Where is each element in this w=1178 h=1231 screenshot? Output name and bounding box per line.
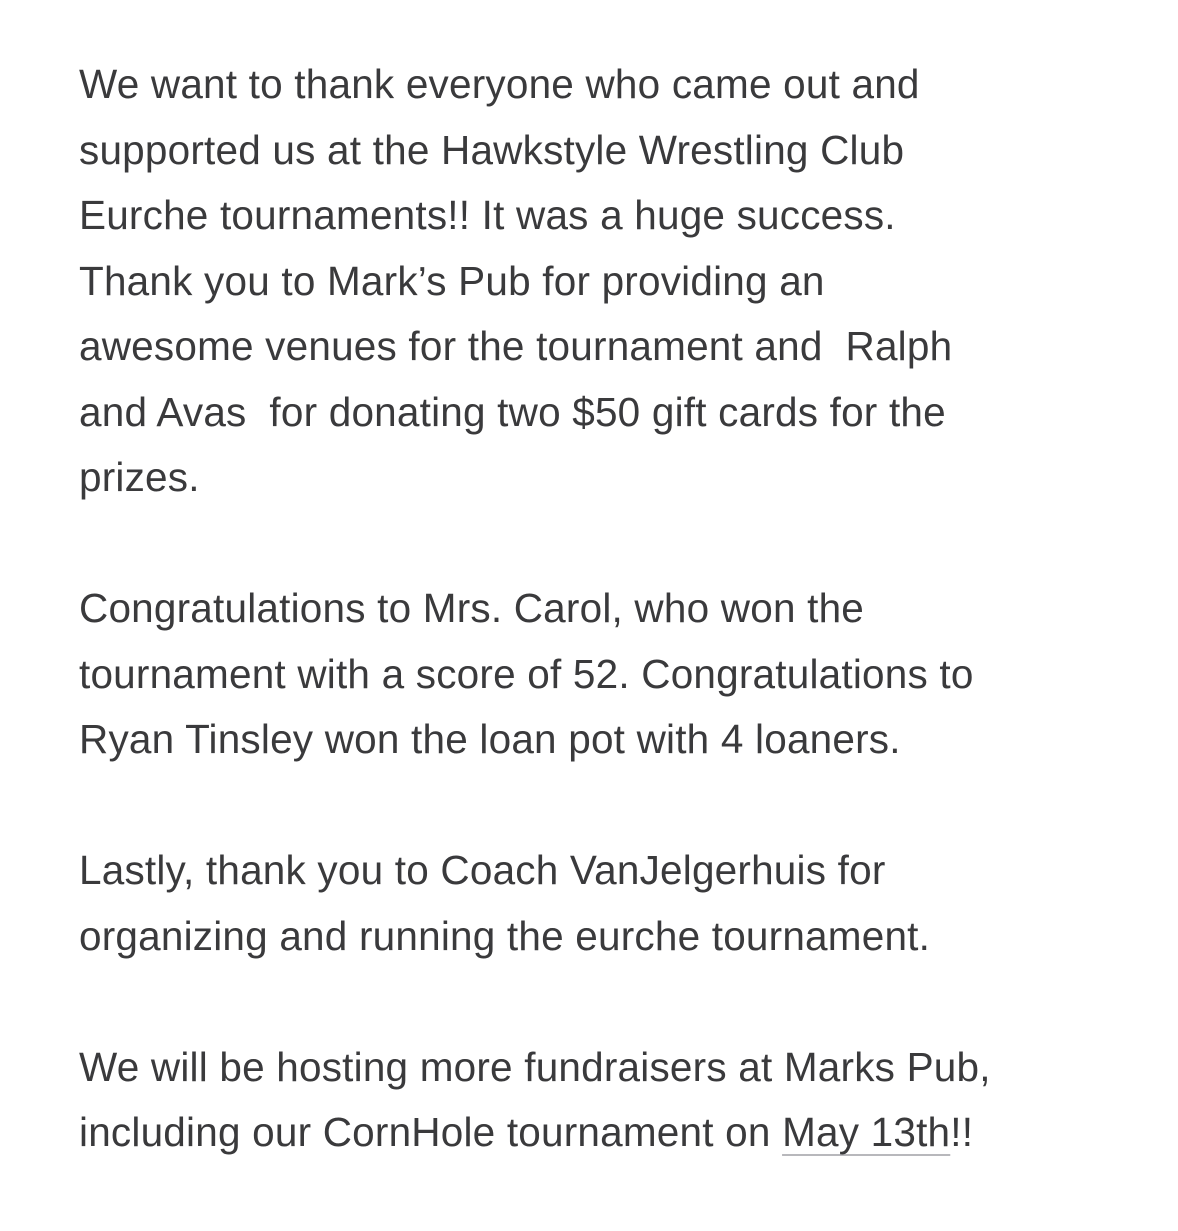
text-line: supported us at the Hawkstyle Wrestling Club: [79, 126, 905, 173]
text-line-with-date: [79, 1100, 1119, 1166]
paragraph-lastly: [79, 838, 1119, 969]
text-segment: !!: [950, 1109, 974, 1155]
text-segment: including our CornHole tournament on: [79, 1109, 783, 1155]
text-line: Ryan Tinsley won the loan pot with 4 loaners.: [79, 716, 901, 762]
text-line: We will be hosting more fundraisers at Marks Pub,: [79, 1043, 991, 1090]
paragraph-upcoming: [79, 1035, 1119, 1166]
text-line: Congratulations to Mrs. Carol, who won the: [79, 585, 865, 631]
text-line: We want to thank everyone who came out and: [79, 61, 920, 107]
text-line: Thank you to Mark’s Pub for providing an: [79, 257, 825, 304]
text-line: awesome venues for the tournament and Ralph: [79, 323, 953, 369]
text-line: and Avas for donating two $50 gift cards for the: [79, 388, 946, 435]
text-line: Lastly, thank you to Coach VanJelgerhuis for: [79, 847, 886, 893]
text-line: Eurche tournaments!! It was a huge success.: [79, 192, 896, 238]
text-line: organizing and running the eurche tournament.: [79, 912, 931, 959]
text-line: tournament with a score of 52. Congratulations to: [79, 650, 974, 697]
paragraph-thanks: [79, 52, 1119, 511]
note-body: [79, 52, 1119, 1231]
paragraph-congratulations: [79, 576, 1119, 773]
text-line: prizes.: [79, 454, 200, 500]
date-link[interactable]: May 13th: [782, 1109, 951, 1155]
